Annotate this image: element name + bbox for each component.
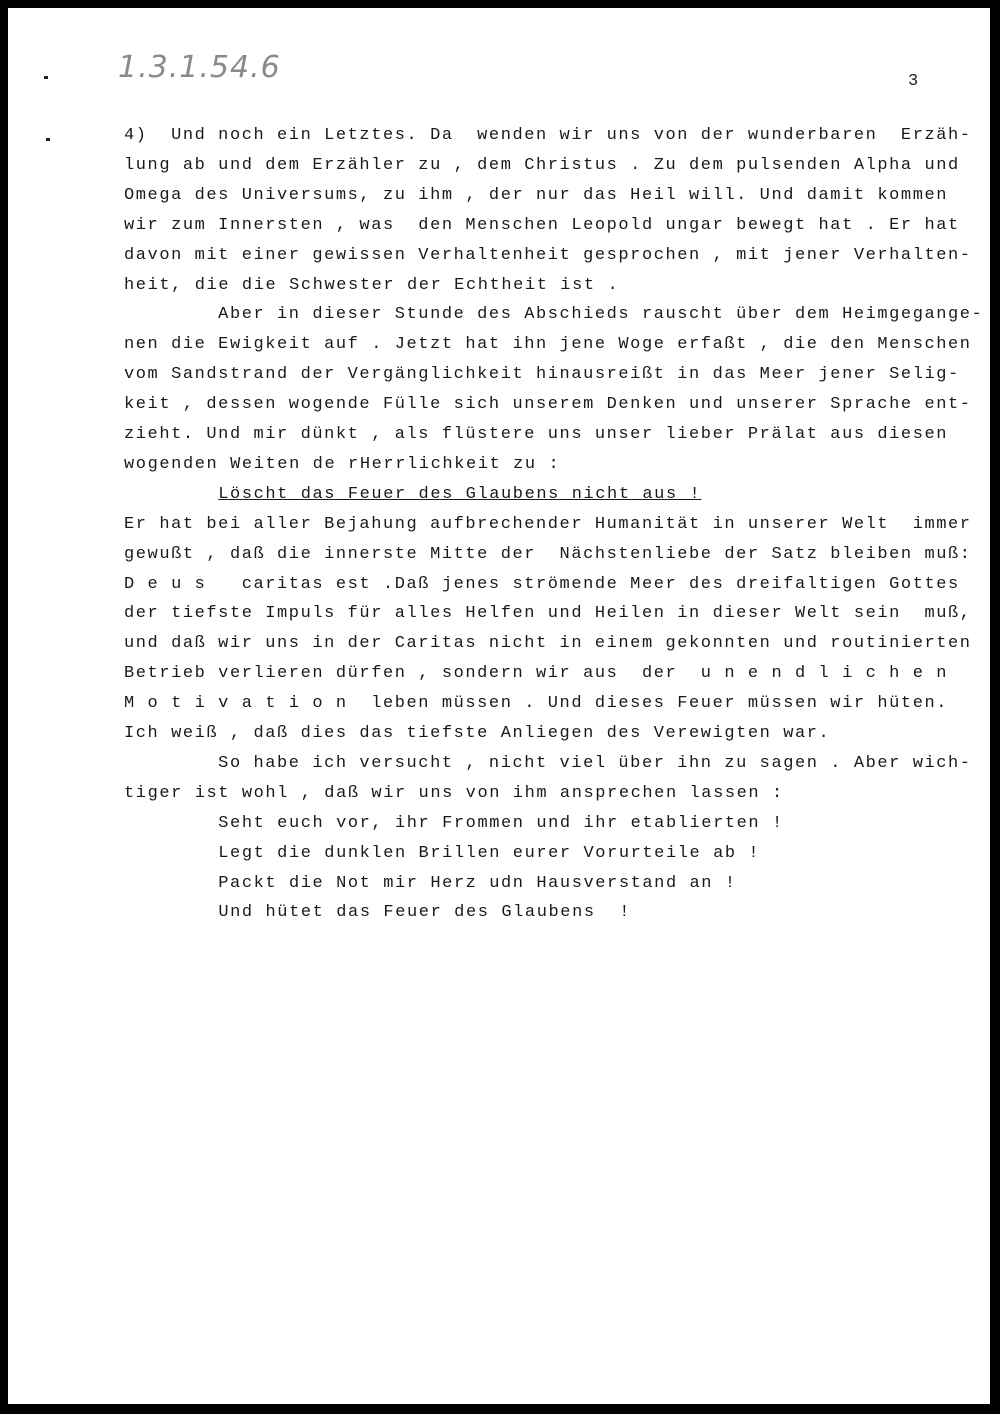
text-line: zieht. Und mir dünkt , als flüstere uns unser lieber Prälat aus diesen: [124, 425, 949, 444]
margin-mark: [46, 138, 50, 141]
text-line: und daß wir uns in der Caritas nicht in einem gekonnten und routinierten: [124, 634, 972, 654]
text-line: gewußt , daß die innerste Mitte der Nächstenliebe der Satz bleiben muß:: [124, 544, 972, 564]
text-line: So habe ich versucht , nicht viel über ihn zu sagen . Aber wich-: [124, 753, 972, 773]
underlined-heading: Löscht das Feuer des Glaubens nicht aus !: [218, 484, 702, 504]
text-line: Omega des Universums, zu ihm , der nur das Heil will. Und damit kommen: [124, 185, 949, 205]
text-line: Aber in dieser Stunde des Abschieds rauscht über dem Heimgegange-: [124, 305, 984, 325]
text-line: vom Sandstrand der Vergänglichkeit hinausreißt in das Meer jener Selig-: [124, 365, 960, 385]
text-line: 4) Und noch ein Letztes. Da wenden wir uns von der wunderbaren Erzäh-: [124, 126, 972, 145]
text-line: wir zum Innersten , was den Menschen Leopold ungar bewegt hat . Er hat: [124, 215, 960, 235]
margin-mark: [44, 76, 48, 79]
text-line: Seht euch vor, ihr Frommen und ihr etablierten !: [124, 813, 784, 833]
document-page: [8, 8, 990, 1404]
text-line: wogenden Weiten de rHerrlichkeit zu :: [124, 454, 561, 474]
text-line: lung ab und dem Erzähler zu , dem Christus . Zu dem pulsenden Alpha und: [124, 155, 960, 175]
text-line: [124, 485, 701, 505]
text-line: M o t i v a t i o n leben müssen . Und dieses Feuer müssen wir hüten.: [124, 694, 949, 714]
text-line: Packt die Not mir Herz udn Hausverstand an !: [124, 873, 737, 893]
text-line: Ich weiß , daß dies das tiefste Anliegen des Verewigten war.: [124, 724, 831, 743]
text-line: Betrieb verlieren dürfen , sondern wir aus der u n e n d l i c h e n: [124, 664, 949, 684]
text-line: Legt die dunklen Brillen eurer Vorurteile ab !: [124, 843, 761, 863]
text-line: keit , dessen wogende Fülle sich unserem Denken und unserer Sprache ent-: [124, 395, 972, 415]
text-line: Und hütet das Feuer des Glaubens !: [124, 903, 632, 923]
text-line: der tiefste Impuls für alles Helfen und Heilen in dieser Welt sein muß,: [124, 604, 972, 624]
text-line: nen die Ewigkeit auf . Jetzt hat ihn jene Woge erfaßt , die den Menschen: [124, 335, 972, 355]
text-line: tiger ist wohl , daß wir uns von ihm ansprechen lassen :: [124, 783, 784, 803]
text-line: Er hat bei aller Bejahung aufbrechender Humanität in unserer Welt immer: [124, 514, 972, 534]
text-line: davon mit einer gewissen Verhaltenheit gesprochen , mit jener Verhalten-: [124, 245, 972, 265]
handwritten-reference-number: 1.3.1.54.6: [118, 50, 281, 85]
text-line: D e u s caritas est .Daß jenes strömende Meer des dreifaltigen Gottes: [124, 574, 960, 594]
page-number: 3: [908, 72, 919, 91]
text-line: heit, die die Schwester der Echtheit ist .: [124, 275, 620, 295]
